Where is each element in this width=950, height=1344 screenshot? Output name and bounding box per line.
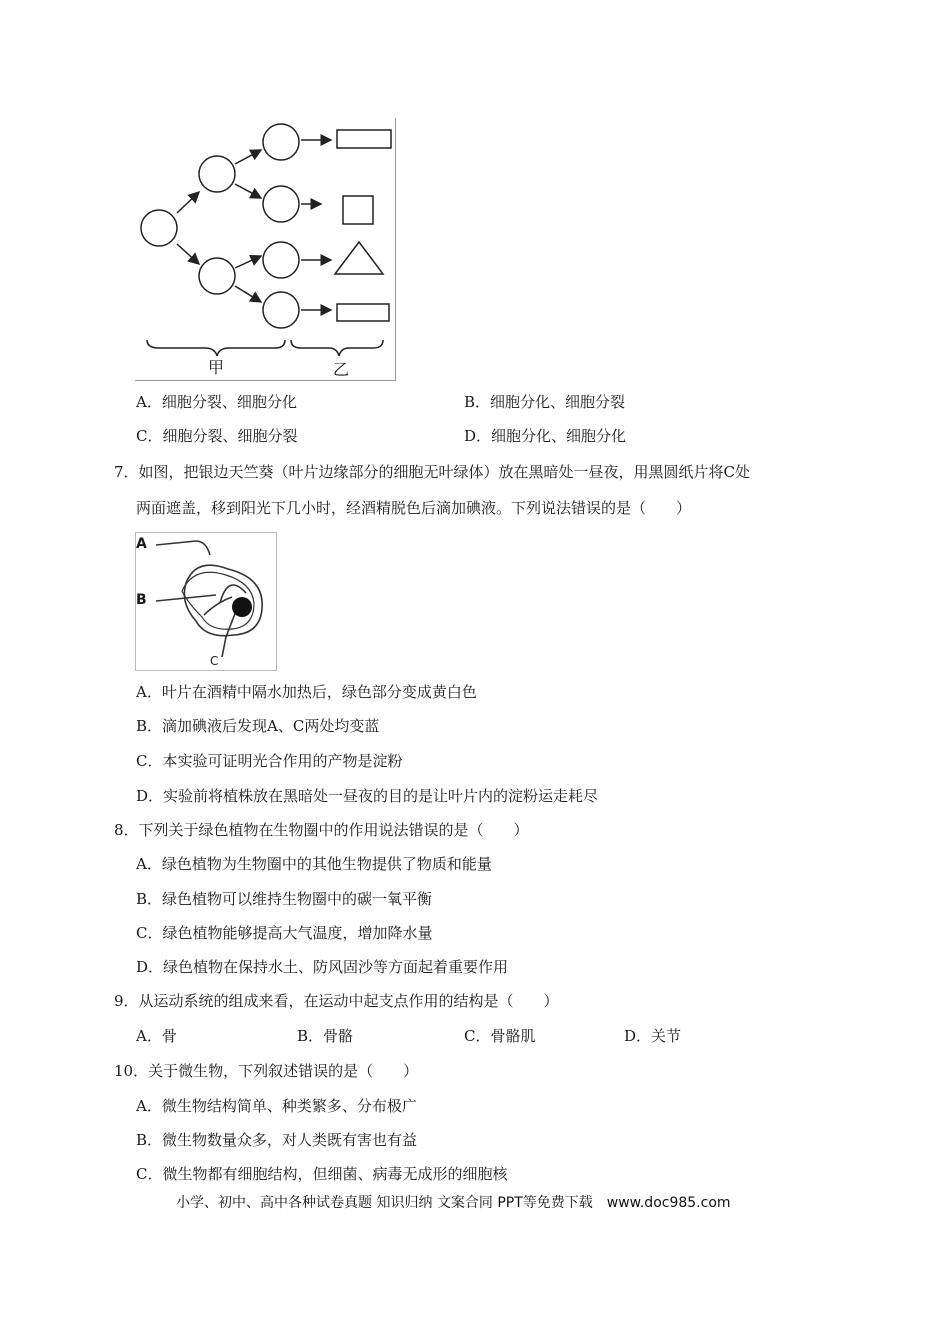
q9-option-d: D．关节	[624, 1027, 682, 1045]
covered-spot-c	[232, 597, 252, 617]
q9-stem: 9．从运动系统的组成来看，在运动中起支点作用的结构是（ ）	[114, 992, 559, 1010]
leaf-svg	[136, 533, 276, 670]
q6-option-d: D．细胞分化、细胞分化	[464, 427, 627, 445]
q7-stem-line2: 两面遮盖，移到阳光下几小时，经酒精脱色后滴加碘液。下列说法错误的是（ ）	[136, 499, 692, 517]
cell-level3-2	[263, 186, 299, 222]
q8-option-a: A．绿色植物为生物圈中的其他生物提供了物质和能量	[136, 855, 492, 873]
q7-stem-line1: 7．如图，把银边天竺葵（叶片边缘部分的细胞无叶绿体）放在黑暗处一昼夜，用黑圆纸片将C处	[114, 463, 751, 481]
tissue-triangle	[335, 242, 383, 274]
leaf-label-b: B	[136, 592, 147, 608]
q6-option-b: B．细胞分化、细胞分裂	[464, 393, 626, 411]
q10-option-b: B．微生物数量众多，对人类既有害也有益	[136, 1131, 418, 1149]
q7-option-b: B．滴加碘液后发现A、C两处均变蓝	[136, 717, 380, 735]
q10-stem: 10．关于微生物，下列叙述错误的是（ ）	[114, 1062, 419, 1080]
leaf-label-a: A	[136, 536, 147, 552]
q9-option-c: C．骨骼肌	[464, 1027, 536, 1045]
q6-option-a: A．细胞分裂、细胞分化	[136, 393, 297, 411]
leaf-label-c: C	[210, 654, 219, 668]
q8-stem: 8．下列关于绿色植物在生物圈中的作用说法错误的是（ ）	[114, 821, 529, 839]
cell-diagram-svg	[135, 118, 397, 380]
cell-level3-1	[263, 124, 299, 160]
q7-option-d: D．实验前将植株放在黑暗处一昼夜的目的是让叶片内的淀粉运走耗尽	[136, 787, 599, 805]
q10-option-a: A．微生物结构简单、种类繁多、分布极广	[136, 1097, 417, 1115]
brace-jia	[147, 340, 285, 356]
label-jia: 甲	[208, 358, 225, 377]
brace-yi	[291, 340, 383, 356]
tissue-rect-bottom	[337, 304, 389, 321]
q7-option-a: A．叶片在酒精中隔水加热后，绿色部分变成黄白色	[136, 683, 477, 701]
q9-option-a: A．骨	[136, 1027, 177, 1045]
cell-level2-bottom	[199, 258, 235, 294]
cell-level3-4	[263, 292, 299, 328]
cell-level2-top	[199, 156, 235, 192]
page-footer: 小学、初中、高中各种试卷真题 知识归纳 文案合同 PPT等免费下载 www.doc985.com	[176, 1195, 731, 1211]
q10-option-c: C．微生物都有细胞结构，但细菌、病毒无成形的细胞核	[136, 1165, 508, 1183]
q7-option-c: C．本实验可证明光合作用的产物是淀粉	[136, 752, 403, 770]
cell-root	[141, 210, 177, 246]
q6-option-c: C．细胞分裂、细胞分裂	[136, 427, 298, 445]
tissue-square	[343, 196, 373, 224]
leaf-figure	[135, 532, 277, 671]
q9-option-b: B．骨骼	[297, 1027, 354, 1045]
q8-option-d: D．绿色植物在保持水土、防风固沙等方面起着重要作用	[136, 958, 509, 976]
cell-diagram-figure	[135, 118, 396, 381]
label-yi: 乙	[333, 360, 350, 379]
cell-level3-3	[263, 242, 299, 278]
q8-option-c: C．绿色植物能够提高大气温度，增加降水量	[136, 924, 433, 942]
q8-option-b: B．绿色植物可以维持生物圈中的碳一氧平衡	[136, 890, 433, 908]
tissue-rect-top	[337, 130, 391, 148]
